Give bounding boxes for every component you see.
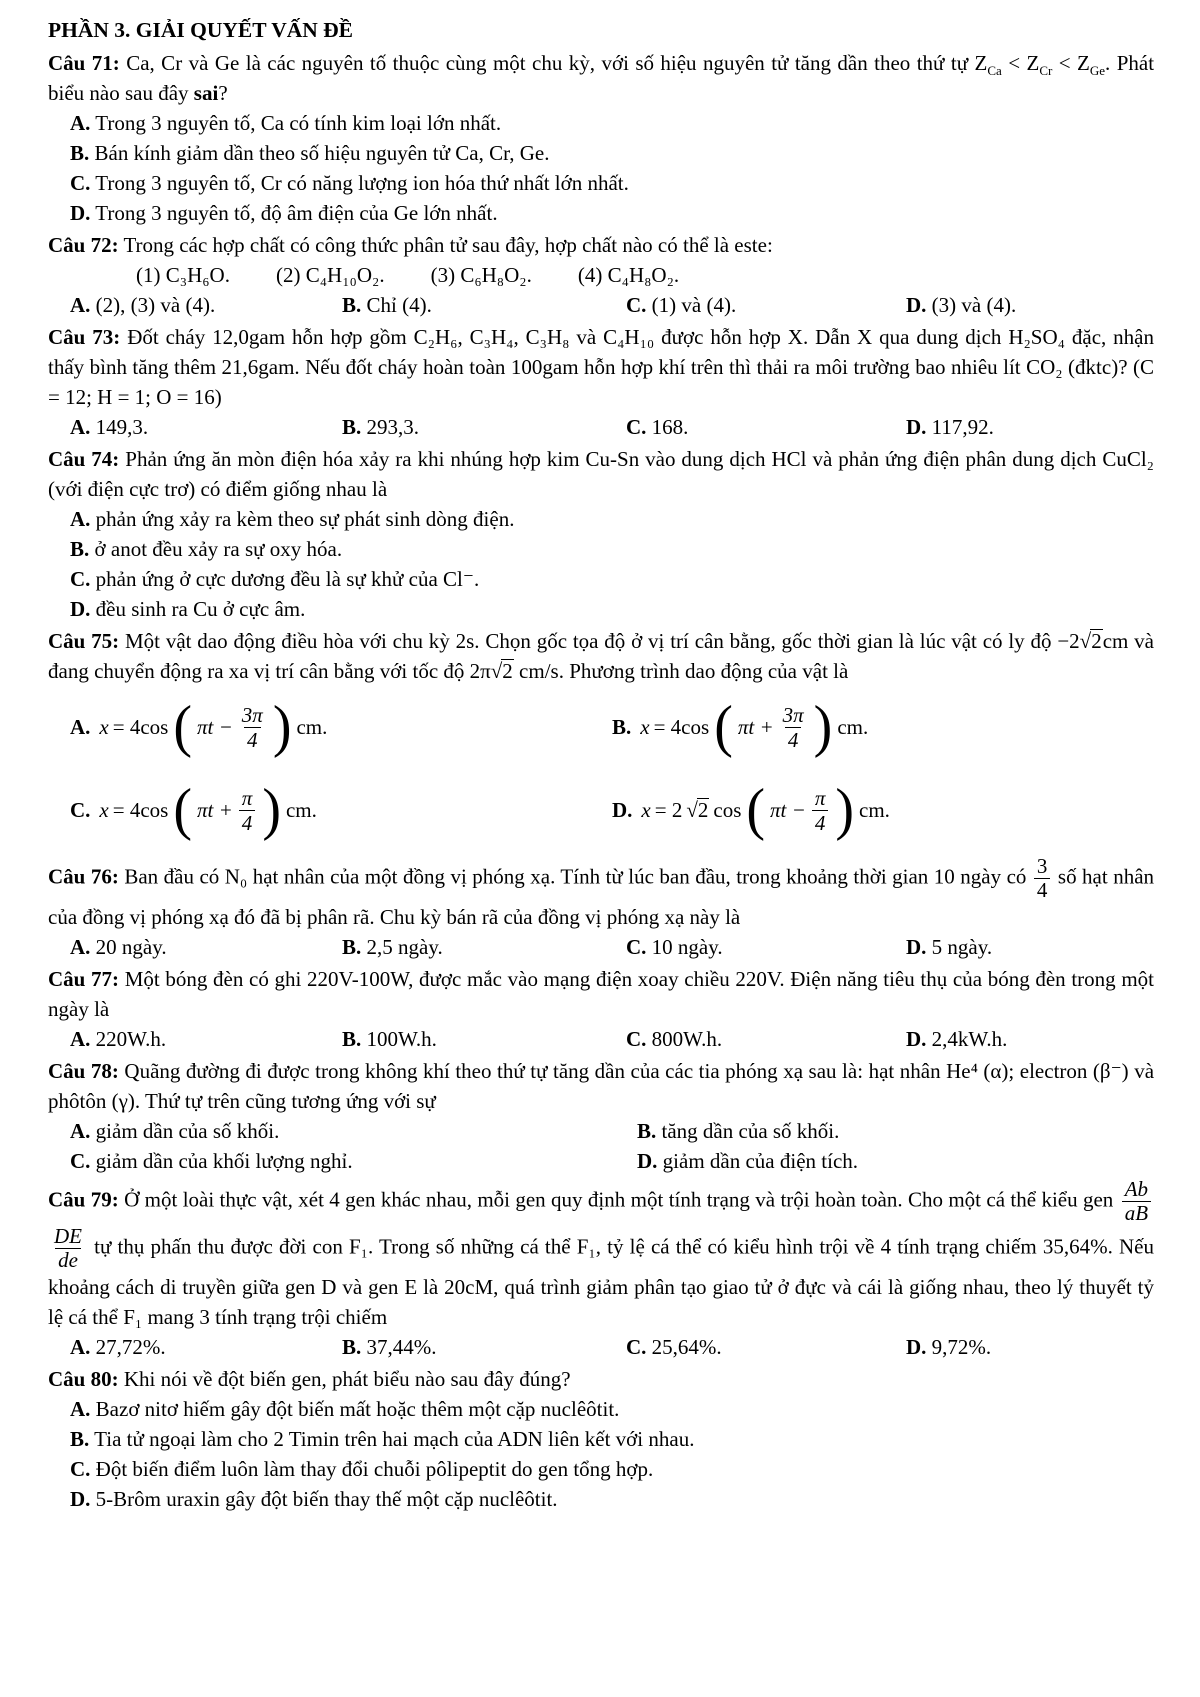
question-79-options: [48, 1332, 1154, 1362]
question-71-stem-text-2: < Z: [1001, 51, 1040, 75]
option-71-b: [48, 138, 1154, 168]
question-72-formula-line: [48, 260, 1154, 290]
option-text: (2), (3) và (4).: [95, 293, 216, 317]
option-label: A.: [70, 111, 91, 135]
option-label: B.: [342, 415, 362, 439]
option-label: A.: [70, 1119, 91, 1143]
square-root: [686, 795, 709, 825]
formula-1: (1) C₃H₆O.: [136, 263, 230, 287]
option-label: D.: [70, 597, 91, 621]
radical-sign: √: [686, 798, 697, 822]
math-inner: πt +: [197, 798, 233, 822]
question-75-stem-text-2: cm và đang chuyển động ra xa vị trí cân bằng với tốc độ 2π: [48, 629, 1155, 683]
fraction: [239, 786, 256, 835]
option-label: A.: [70, 507, 91, 531]
option-text: ở anot đều xảy ra sự oxy hóa.: [94, 537, 343, 561]
option-label: A.: [70, 1335, 91, 1359]
option-text: 149,3.: [95, 415, 149, 439]
option-text: 20 ngày.: [95, 935, 167, 959]
option-label: C.: [70, 798, 91, 822]
fraction-numerator: π: [814, 785, 826, 810]
option-text: 25,64%.: [651, 1335, 722, 1359]
option-text: phản ứng xảy ra kèm theo sự phát sinh dòng điện.: [95, 507, 515, 531]
question-72-options: [48, 290, 1154, 320]
question-77-stem: [48, 964, 1154, 1024]
option-80-c: [48, 1454, 1154, 1484]
question-71-stem: [48, 48, 1154, 108]
fraction: [780, 703, 807, 752]
option-text: 100W.h.: [366, 1027, 437, 1051]
question-72: [48, 230, 1154, 320]
question-77-stem-text: Một bóng đèn có ghi 220V-100W, được mắc vào mạng điện xoay chiều 220V. Điện năng tiêu thụ của bóng đèn trong một ngày là: [48, 967, 1155, 1021]
question-76-label: Câu 76:: [48, 864, 119, 889]
option-74-a: [48, 504, 1154, 534]
option-75-b: B. x = 4cos ( πt + $\frac{3\pi}{4}$ ) cm.: [612, 694, 869, 760]
option-text: (1) và (4).: [651, 293, 737, 317]
question-71-stem-text-3: < Z: [1052, 51, 1090, 75]
math-unit: cm.: [859, 798, 890, 822]
option-71-a: [48, 108, 1154, 138]
option-text: 220W.h.: [95, 1027, 167, 1051]
option-text: Trong 3 nguyên tố, Cr có năng lượng ion hóa thứ nhất lớn nhất.: [95, 171, 629, 195]
option-71-c: [48, 168, 1154, 198]
option-74-d: [48, 594, 1154, 624]
option-label: D.: [637, 1149, 658, 1173]
question-75-stem-text-3: cm/s. Phương trình dao động của vật là: [513, 659, 849, 683]
question-71-stem-text-1: Ca, Cr và Ge là các nguyên tố thuộc cùng một chu kỳ, với số hiệu nguyên tử tăng dần theo thứ tự Z: [126, 51, 988, 75]
option-text: 10 ngày.: [651, 935, 723, 959]
option-label: A.: [70, 1027, 91, 1051]
question-77: [48, 964, 1154, 1054]
option-text: Trong 3 nguyên tố, độ âm điện của Ge lớn nhất.: [95, 201, 498, 225]
fraction-numerator: DE: [54, 1224, 82, 1248]
option-71-d: [48, 198, 1154, 228]
option-text: 168.: [651, 415, 689, 439]
option-text: giảm dần của khối lượng nghỉ.: [95, 1149, 353, 1173]
option-75-c: C. x = 4cos ( πt + $\frac{\pi}{4}$ ) cm.: [70, 777, 317, 843]
math-text: = 4cos: [112, 798, 169, 822]
option-text: Tia tử ngoại làm cho 2 Timin trên hai mạch của ADN liên kết với nhau.: [94, 1427, 695, 1451]
option-label: D.: [906, 1335, 927, 1359]
fraction-denominator: 4: [239, 810, 256, 835]
math-text: cos: [713, 798, 742, 822]
option-72-b: [342, 290, 626, 320]
math-unit: cm.: [285, 798, 317, 822]
option-74-c: [48, 564, 1154, 594]
math-inner: πt +: [737, 715, 774, 739]
section-title: PHẦN 3. GIẢI QUYẾT VẤN ĐỀ: [48, 18, 354, 42]
option-label: C.: [626, 1335, 647, 1359]
option-label: B.: [70, 141, 90, 165]
option-text: 9,72%.: [931, 1335, 992, 1359]
question-71-stem-bold: sai: [193, 81, 219, 105]
question-72-label: Câu 72:: [48, 233, 119, 257]
question-78-label: Câu 78:: [48, 1059, 119, 1083]
math-text: = 4cos: [653, 715, 710, 739]
question-72-stem-text: Trong các hợp chất có công thức phân tử sau đây, hợp chất nào có thể là este:: [123, 233, 773, 257]
option-text: tăng dần của số khối.: [661, 1119, 840, 1143]
option-79-d: [906, 1332, 1154, 1362]
option-label: D.: [70, 1487, 91, 1511]
option-77-d: [906, 1024, 1154, 1054]
subscript-ge: Ge: [1089, 63, 1106, 79]
question-75: [48, 626, 1154, 848]
question-80-stem: [48, 1364, 1154, 1394]
fraction-denominator: 4: [812, 810, 829, 835]
option-73-b: [342, 412, 626, 442]
option-text: 27,72%.: [95, 1335, 166, 1359]
option-75-a: A. x = 4cos ( πt − $\frac{3\pi}{4}$ ) cm.: [70, 694, 328, 760]
option-79-a: [70, 1332, 342, 1362]
question-77-label: Câu 77:: [48, 967, 120, 991]
option-label: C.: [626, 415, 647, 439]
option-text: giảm dần của số khối.: [95, 1119, 280, 1143]
math-inner: πt −: [770, 798, 806, 822]
question-79-stem-text-2: tự thụ phấn thu được đời con F₁. Trong số những cá thể F₁, tỷ lệ cá thể có kiểu hình trội về 4 tính trạng chiếm 35,64%. Nếu khoảng cách di truyền giữa gen D và gen E là 20cM, quá trình giảm phân tạo giao tử ở đực và cái là giống nhau, theo lý thuyết tỷ lệ cá thể F₁ mang 3 tính trạng trội chiếm: [48, 1234, 1154, 1329]
option-text: 5-Brôm uraxin gây đột biến thay thế một cặp nuclêôtit.: [95, 1487, 558, 1511]
question-78-options-row-2: [48, 1146, 1154, 1176]
question-73-stem-text: Đốt cháy 12,0gam hỗn hợp gồm C₂H₆, C₃H₄, C₃H₈ và C₄H₁₀ được hỗn hợp X. Dẫn X qua dung dịch H₂SO₄ đặc, nhận thấy bình tăng thêm 21,6gam. Nếu đốt cháy hoàn toàn 100gam hỗn hợp khí trên thì thải ra môi trường bao nhiêu lít CO₂ (đktc)? (C = 12; H = 1; O = 16): [48, 325, 1155, 409]
question-75-options-row-1: [48, 689, 1154, 765]
question-75-stem: [48, 626, 1154, 686]
option-text: phản ứng ở cực dương đều là sự khử của Cl⁻.: [95, 567, 480, 591]
question-73: [48, 322, 1154, 442]
formula-3: (3) C₆H₈O₂.: [430, 263, 532, 287]
question-75-label: Câu 75:: [48, 629, 120, 653]
question-72-stem: [48, 230, 1154, 260]
option-label: B.: [342, 1335, 362, 1359]
radicand: 2: [502, 659, 513, 683]
question-74-stem: [48, 444, 1154, 504]
math-text: = 4cos: [112, 715, 169, 739]
fraction-denominator: de: [55, 1248, 81, 1272]
fraction: [1034, 855, 1051, 902]
math-unit: cm.: [837, 715, 869, 739]
question-74-stem-text: Phản ứng ăn mòn điện hóa xảy ra khi nhúng hợp kim Cu-Sn vào dung dịch HCl và phản ứng điện phân dung dịch CuCl₂ (với điện cực trơ) có điểm giống nhau là: [48, 447, 1154, 501]
option-text: Đột biến điểm luôn làm thay đổi chuỗi pôlipeptit do gen tổng hợp.: [95, 1457, 654, 1481]
option-79-c: [626, 1332, 906, 1362]
option-72-d: [906, 290, 1154, 320]
math-var: x: [640, 715, 650, 739]
fraction-denominator: aB: [1122, 1201, 1151, 1225]
option-label: C.: [626, 293, 647, 317]
question-79-stem-text-1: Ở một loài thực vật, xét 4 gen khác nhau, mỗi gen quy định một tính trạng và trội hoàn toàn. Cho một cá thể kiểu gen: [124, 1187, 1119, 1212]
question-80-label: Câu 80:: [48, 1367, 119, 1391]
question-79-stem: [48, 1178, 1154, 1332]
question-75-options-row-2: [48, 772, 1154, 848]
fraction-numerator: 3π: [782, 702, 804, 727]
option-75-d: D. x = 2 √2 cos ( πt − $\frac{\pi}{4}$ ) cm.: [612, 777, 890, 843]
formula-4: (4) C₄H₈O₂.: [577, 263, 680, 287]
option-label: C.: [626, 935, 647, 959]
question-78: [48, 1056, 1154, 1176]
fraction-denominator: 4: [244, 727, 261, 752]
question-74: [48, 444, 1154, 624]
fraction-denominator: 4: [785, 727, 802, 752]
option-79-b: [342, 1332, 626, 1362]
question-80: [48, 1364, 1154, 1514]
radical-sign: √: [490, 659, 502, 683]
question-78-stem-text: Quãng đường đi được trong không khí theo thứ tự tăng dần của các tia phóng xạ sau là: hạt nhân He⁴ (α); electron (β⁻) và phôtôn (γ). Thứ tự trên cũng tương ứng với sự: [48, 1059, 1155, 1113]
question-71-label: Câu 71:: [48, 51, 120, 75]
question-71-stem-text-5: ?: [218, 81, 228, 105]
option-80-a: [48, 1394, 1154, 1424]
genotype-fraction-2: [51, 1225, 85, 1272]
option-73-d: [906, 412, 1154, 442]
math-inner: πt −: [197, 715, 233, 739]
square-root: [1080, 629, 1103, 653]
option-76-b: [342, 932, 626, 962]
option-text: 117,92.: [931, 415, 994, 439]
option-label: D.: [906, 415, 927, 439]
option-73-a: [70, 412, 342, 442]
fraction: [239, 703, 266, 752]
option-77-c: [626, 1024, 906, 1054]
subscript-cr: Cr: [1039, 63, 1053, 79]
option-label: B.: [637, 1119, 657, 1143]
option-text: Trong 3 nguyên tố, Ca có tính kim loại lớn nhất.: [95, 111, 502, 135]
question-79-label: Câu 79:: [48, 1187, 119, 1212]
question-76-stem-text-1: Ban đầu có N₀ hạt nhân của một đồng vị phóng xạ. Tính từ lúc ban đầu, trong khoảng thời gian 10 ngày có: [124, 864, 1032, 889]
option-label: B.: [342, 293, 362, 317]
option-text: (3) và (4).: [931, 293, 1017, 317]
math-text: = 2: [654, 798, 683, 822]
fraction-numerator: π: [241, 785, 253, 810]
option-label: B.: [70, 1427, 90, 1451]
option-73-c: [626, 412, 906, 442]
option-76-a: [70, 932, 342, 962]
formula-2: (2) C₄H₁₀O₂.: [275, 263, 385, 287]
option-text: 293,3.: [366, 415, 420, 439]
option-label: A.: [70, 293, 91, 317]
option-78-c: [70, 1146, 637, 1176]
option-label: C.: [626, 1027, 647, 1051]
question-78-stem: [48, 1056, 1154, 1116]
fraction-numerator: 3: [1036, 854, 1048, 878]
math-var: x: [99, 798, 109, 822]
option-72-c: [626, 290, 906, 320]
question-76-options: [48, 932, 1154, 962]
option-label: D.: [906, 293, 927, 317]
question-78-options-row-1: [48, 1116, 1154, 1146]
question-75-stem-text-1: Một vật dao động điều hòa với chu kỳ 2s. Chọn gốc tọa độ ở vị trí cân bằng, gốc thời gian là lúc vật có ly độ −2: [125, 629, 1080, 653]
question-71: [48, 48, 1154, 228]
option-label: A.: [70, 1397, 91, 1421]
option-74-b: [48, 534, 1154, 564]
question-77-options: [48, 1024, 1154, 1054]
option-label: A.: [70, 935, 91, 959]
question-76-stem-text-2: số hạt nhân của đồng vị phóng xạ đó đã bị phân rã. Chu kỳ bán rã của đồng vị phóng xạ này là: [48, 864, 1155, 929]
option-text: 2,5 ngày.: [366, 935, 443, 959]
option-label: D.: [612, 798, 633, 822]
option-text: 37,44%.: [366, 1335, 437, 1359]
question-71-stem-text-4: . Phát biểu nào sau đây: [48, 51, 1155, 105]
option-label: D.: [906, 1027, 927, 1051]
question-73-label: Câu 73:: [48, 325, 121, 349]
square-root: [491, 659, 514, 683]
fraction-numerator: 3π: [241, 702, 263, 727]
option-label: A.: [70, 415, 91, 439]
option-text: đều sinh ra Cu ở cực âm.: [95, 597, 306, 621]
option-label: C.: [70, 171, 91, 195]
option-text: 2,4kW.h.: [931, 1027, 1008, 1051]
option-77-a: [70, 1024, 342, 1054]
option-label: A.: [70, 715, 91, 739]
fraction-denominator: 4: [1034, 878, 1051, 902]
option-text: Bán kính giảm dần theo số hiệu nguyên tử Ca, Cr, Ge.: [94, 141, 550, 165]
option-label: D.: [70, 201, 91, 225]
question-73-options: [48, 412, 1154, 442]
question-76-stem: [48, 855, 1154, 932]
option-text: 5 ngày.: [931, 935, 993, 959]
subscript-ca: Ca: [987, 63, 1002, 79]
question-80-stem-text: Khi nói về đột biến gen, phát biểu nào sau đây đúng?: [123, 1367, 571, 1391]
option-text: Chỉ (4).: [366, 293, 432, 317]
option-76-d: [906, 932, 1154, 962]
math-var: x: [641, 798, 651, 822]
option-78-d: [637, 1146, 1154, 1176]
option-77-b: [342, 1024, 626, 1054]
fraction: [812, 786, 829, 835]
question-73-stem: [48, 322, 1154, 412]
option-label: C.: [70, 567, 91, 591]
option-72-a: [70, 290, 342, 320]
option-label: D.: [906, 935, 927, 959]
radical-sign: √: [1079, 629, 1091, 653]
option-label: C.: [70, 1457, 91, 1481]
option-78-b: [637, 1116, 1154, 1146]
option-76-c: [626, 932, 906, 962]
fraction-numerator: Ab: [1124, 1177, 1149, 1201]
option-text: giảm dần của điện tích.: [662, 1149, 859, 1173]
genotype-fraction-1: [1122, 1178, 1151, 1225]
question-76: [48, 855, 1154, 962]
option-label: C.: [70, 1149, 91, 1173]
option-label: B.: [70, 537, 90, 561]
math-var: x: [99, 715, 109, 739]
option-text: Bazơ nitơ hiếm gây đột biến mất hoặc thêm một cặp nuclêôtit.: [95, 1397, 620, 1421]
option-label: B.: [612, 715, 632, 739]
radicand: 2: [1091, 629, 1102, 653]
option-label: B.: [342, 935, 362, 959]
math-unit: cm.: [296, 715, 328, 739]
option-78-a: [70, 1116, 637, 1146]
radicand: 2: [697, 798, 709, 822]
option-80-b: [48, 1424, 1154, 1454]
option-text: 800W.h.: [651, 1027, 723, 1051]
question-74-label: Câu 74:: [48, 447, 120, 471]
option-label: B.: [342, 1027, 362, 1051]
option-80-d: [48, 1484, 1154, 1514]
question-79: [48, 1178, 1154, 1362]
